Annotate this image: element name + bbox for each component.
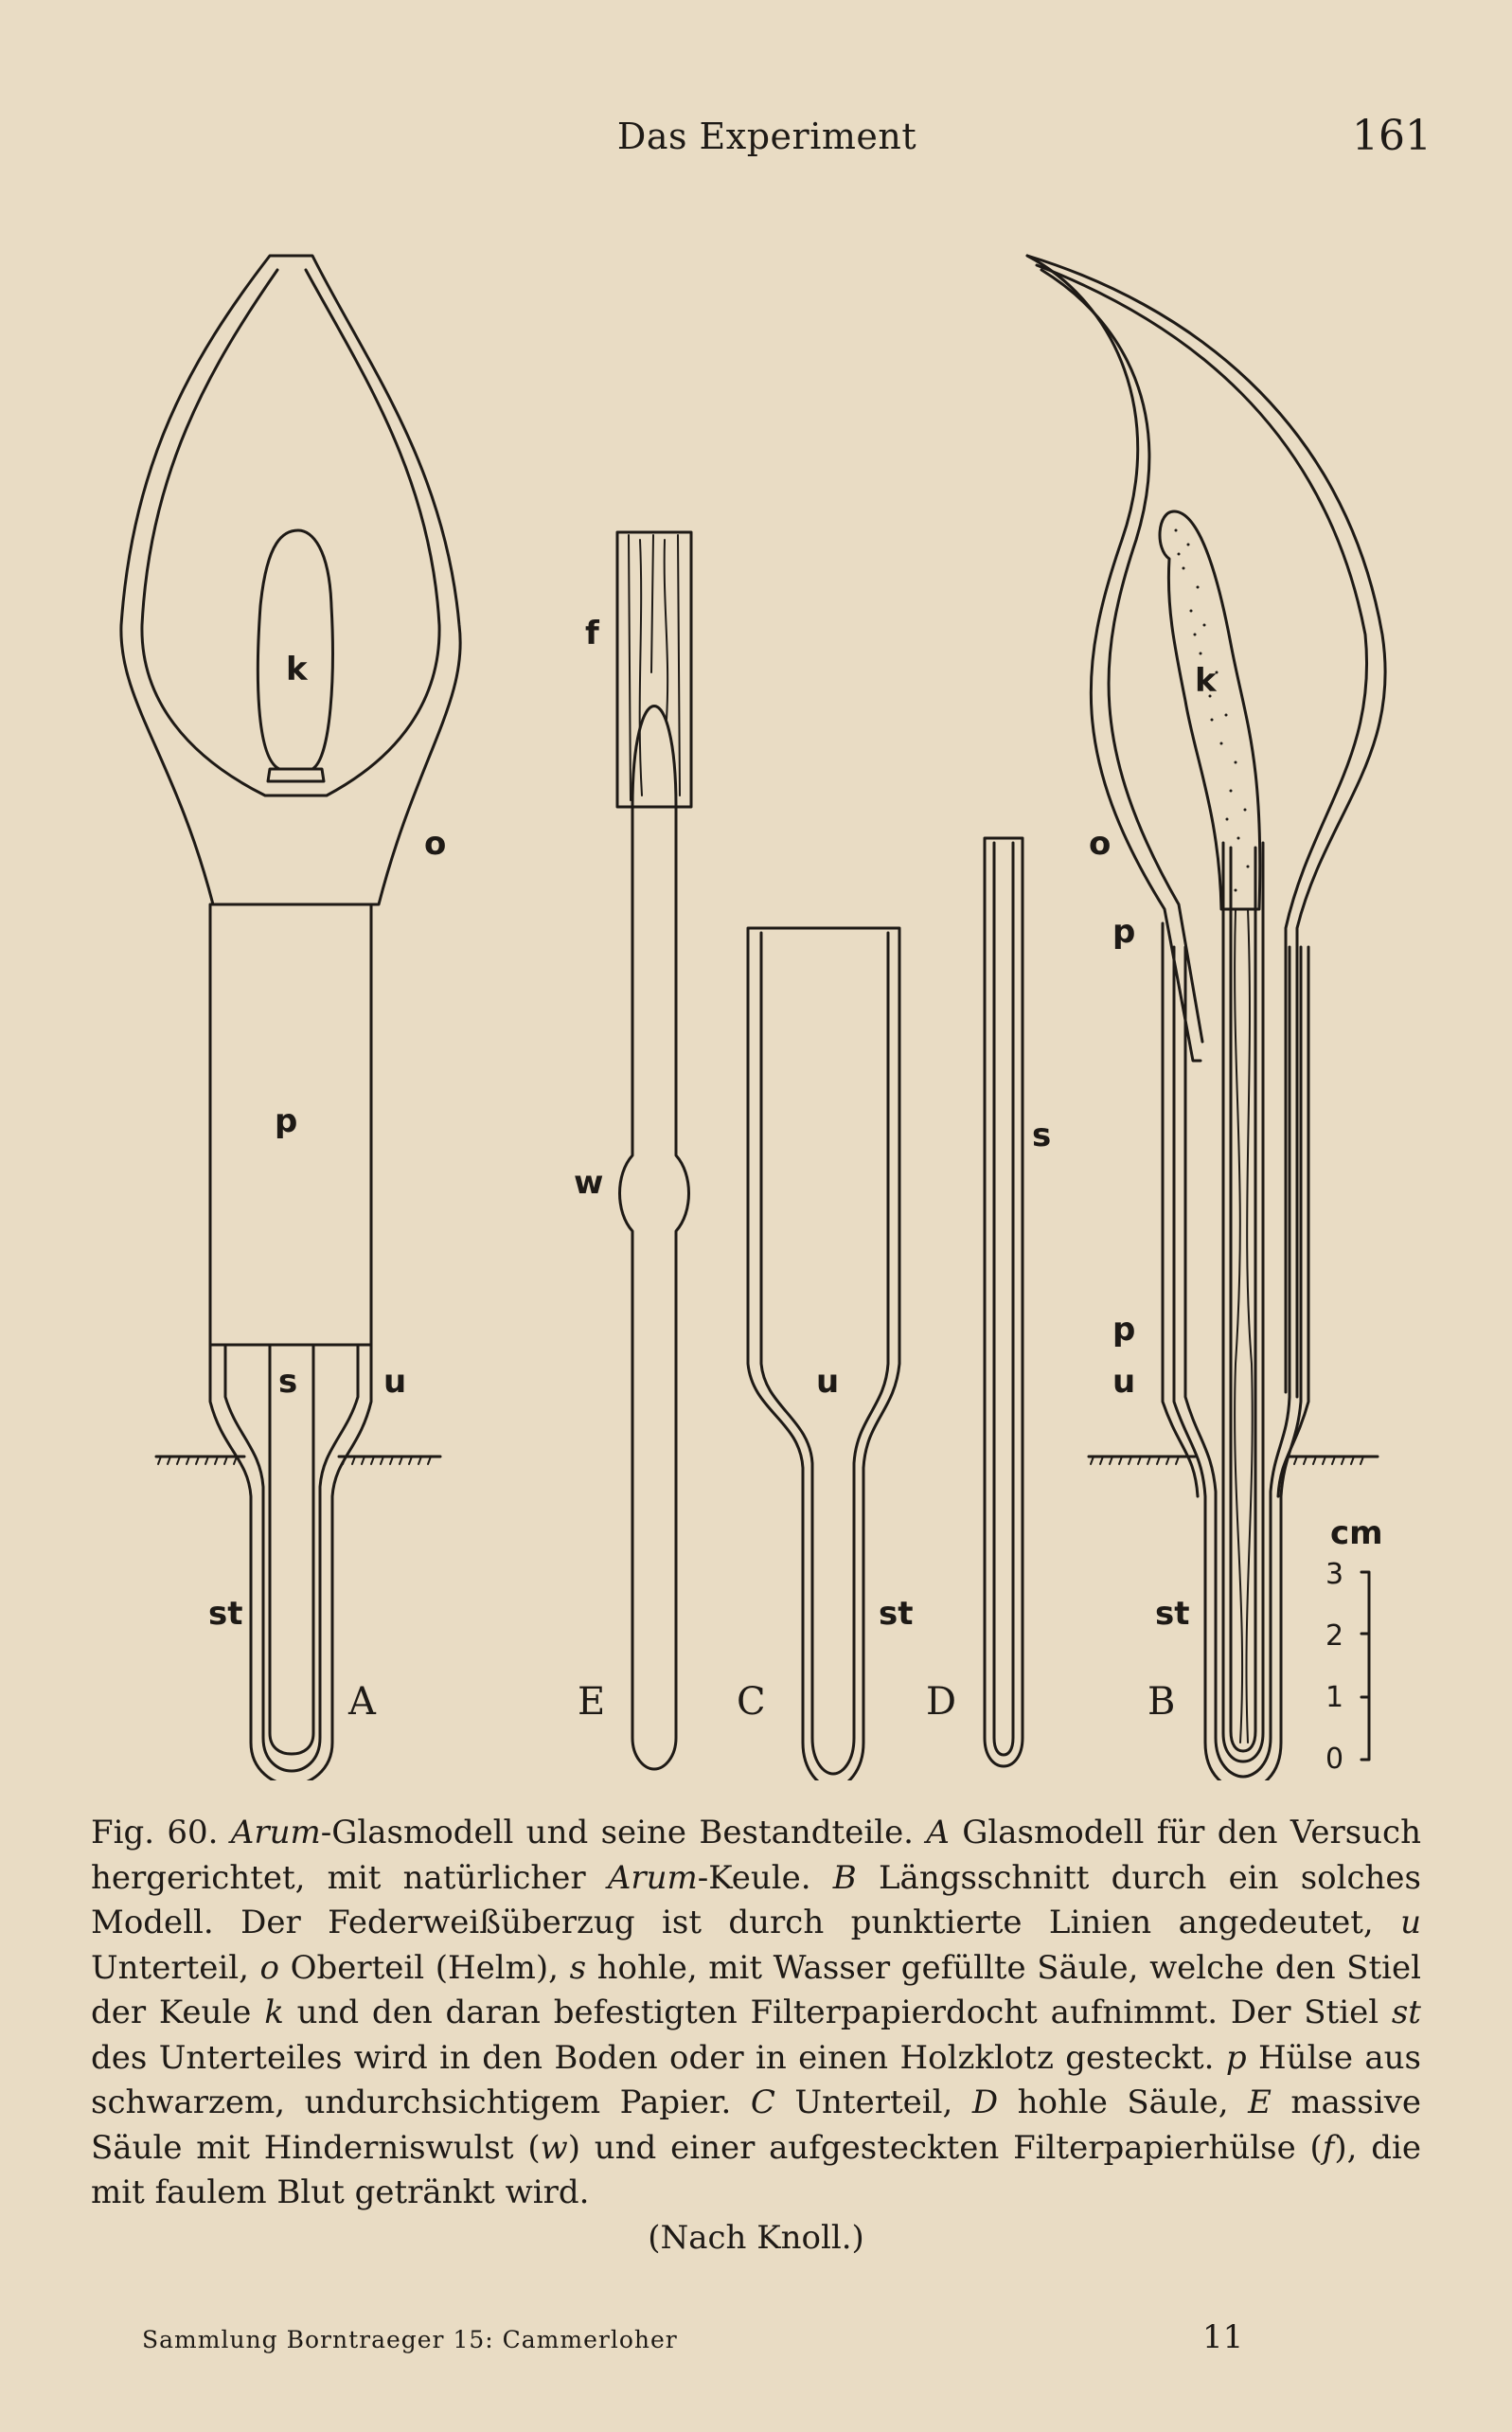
model-a-column xyxy=(270,1345,313,1754)
running-head xyxy=(0,112,1512,172)
scale-tick-1: 1 xyxy=(1325,1681,1344,1714)
hollow-column-d-drawing xyxy=(985,838,1023,1766)
caption-ref-st: st xyxy=(1391,1994,1421,2031)
caption-span: Oberteil (Helm), xyxy=(290,1948,559,1987)
page-number: 161 xyxy=(1352,112,1432,160)
label-k-model-a: k xyxy=(286,651,308,688)
label-u-part-c: u xyxy=(816,1363,840,1401)
scale-tick-3: 3 xyxy=(1325,1558,1344,1591)
caption-ref-c: C xyxy=(750,2083,775,2121)
caption-ref-k: k xyxy=(264,1994,284,2031)
label-w: w xyxy=(574,1164,604,1202)
caption-ref-a: A xyxy=(926,1814,950,1851)
label-k-section-b: k xyxy=(1195,662,1217,700)
caption-ref-d: D xyxy=(971,2083,999,2121)
label-u-section-b: u xyxy=(1112,1363,1136,1401)
label-p-section-b-top: p xyxy=(1112,913,1136,951)
figure-60 xyxy=(0,227,1512,1780)
model-a-spadix-base xyxy=(268,769,324,781)
caption-span: hohle Säule, xyxy=(1017,2083,1229,2121)
caption-ref-p: p xyxy=(1225,2038,1247,2077)
caption-span: massive Säule mit Hinderniswulst ( xyxy=(91,2083,1422,2167)
scale-bar xyxy=(1361,1572,1369,1760)
label-st-model-a: st xyxy=(208,1595,243,1633)
caption-ref-e: E xyxy=(1248,2083,1272,2121)
hollow-column-d-outer xyxy=(985,838,1023,1766)
hollow-column-d-inner xyxy=(994,843,1013,1755)
caption-ref-s: s xyxy=(569,1948,587,1987)
label-u-model-a: u xyxy=(383,1363,407,1401)
label-o-model-a: o xyxy=(424,825,447,863)
caption-text xyxy=(91,1811,1421,2261)
label-d: D xyxy=(926,1680,957,1724)
section-b-helmet-outer xyxy=(1027,256,1385,1397)
caption-genus: Arum xyxy=(230,1814,321,1851)
label-e: E xyxy=(578,1680,606,1724)
caption-span: ), die mit faulem Blut getränkt wird. xyxy=(91,2128,1421,2211)
caption-fig-number: Fig. 60. xyxy=(91,1814,219,1851)
lower-part-c-drawing xyxy=(748,928,899,1780)
caption-span: Unterteil, xyxy=(794,2083,953,2121)
footer-series: Sammlung Borntraeger 15: Cammerloher xyxy=(142,2326,678,2353)
caption-span: -Keule. xyxy=(697,1858,811,1897)
caption-span: hohle, mit Wasser gefüllte Säule, welche den Stiel der Keule xyxy=(91,1948,1422,2031)
caption-span: -Glasmodell und seine Bestandteile. xyxy=(320,1814,914,1851)
model-a-lower-inner xyxy=(225,1345,358,1771)
section-b-spadix xyxy=(1160,511,1260,909)
caption-ref-w: w xyxy=(540,2128,568,2167)
lower-part-c-inner xyxy=(761,933,888,1774)
section-b-wick xyxy=(1235,909,1253,1743)
label-p-section-b-bottom: p xyxy=(1112,1311,1136,1349)
footer-signature: 11 xyxy=(1202,2318,1244,2356)
caption-span: ) und einer aufgesteckten Filterpapierhülse ( xyxy=(567,2128,1323,2167)
label-c: C xyxy=(737,1680,766,1724)
page-footer xyxy=(142,2318,1373,2366)
figure-caption xyxy=(91,1811,1421,2261)
caption-span: und den daran befestigten Filterpapierdocht aufnimmt. Der Stiel xyxy=(296,1994,1379,2031)
scale-tick-2: 2 xyxy=(1325,1619,1344,1653)
caption-span: Glasmodell für den Versuch hergerichtet, mit natürlicher xyxy=(91,1814,1421,1897)
model-a-spadix xyxy=(258,530,332,769)
caption-ref-o: o xyxy=(259,1948,280,1987)
label-b: B xyxy=(1147,1680,1176,1724)
caption-ref-u: u xyxy=(1400,1904,1421,1941)
section-b-column xyxy=(1223,843,1263,1761)
running-title: Das Experiment xyxy=(616,116,917,157)
label-o-section-b: o xyxy=(1089,825,1112,863)
caption-span: Hülse aus schwarzem, undurchsichtigem Papier. xyxy=(91,2038,1421,2121)
caption-ref-f: f xyxy=(1322,2128,1335,2167)
label-s-model-a: s xyxy=(278,1363,298,1401)
label-st-part-c: st xyxy=(879,1595,914,1633)
lower-part-c-outer xyxy=(748,928,899,1780)
caption-ref-b: B xyxy=(832,1858,857,1897)
section-b-helmet-inner xyxy=(1037,265,1367,1392)
scale-unit: cm xyxy=(1330,1514,1383,1552)
model-a-lower-part xyxy=(210,1345,371,1780)
label-p-model-a: p xyxy=(275,1102,298,1140)
label-st-section-b: st xyxy=(1155,1595,1190,1633)
scale-tick-0: 0 xyxy=(1325,1743,1344,1776)
caption-credit: (Nach Knoll.) xyxy=(648,2218,864,2257)
caption-genus: Arum xyxy=(607,1858,698,1897)
caption-span: Unterteil, xyxy=(91,1948,249,1987)
label-a: A xyxy=(348,1680,376,1724)
column-e-shaft xyxy=(620,807,689,1769)
model-a-helmet-outer xyxy=(121,256,460,904)
label-s-column-d: s xyxy=(1032,1117,1052,1154)
figure-drawing xyxy=(0,227,1512,1780)
label-f: f xyxy=(585,615,599,653)
caption-span: Längsschnitt durch ein solches Modell. Der Federweißüberzug ist durch punktierte Linien angedeutet, xyxy=(91,1858,1421,1941)
caption-span: des Unterteiles wird in den Boden oder in einen Holzklotz gesteckt. xyxy=(91,2038,1215,2077)
model-a-drawing xyxy=(121,256,460,1780)
column-e-drawing xyxy=(617,532,691,1769)
